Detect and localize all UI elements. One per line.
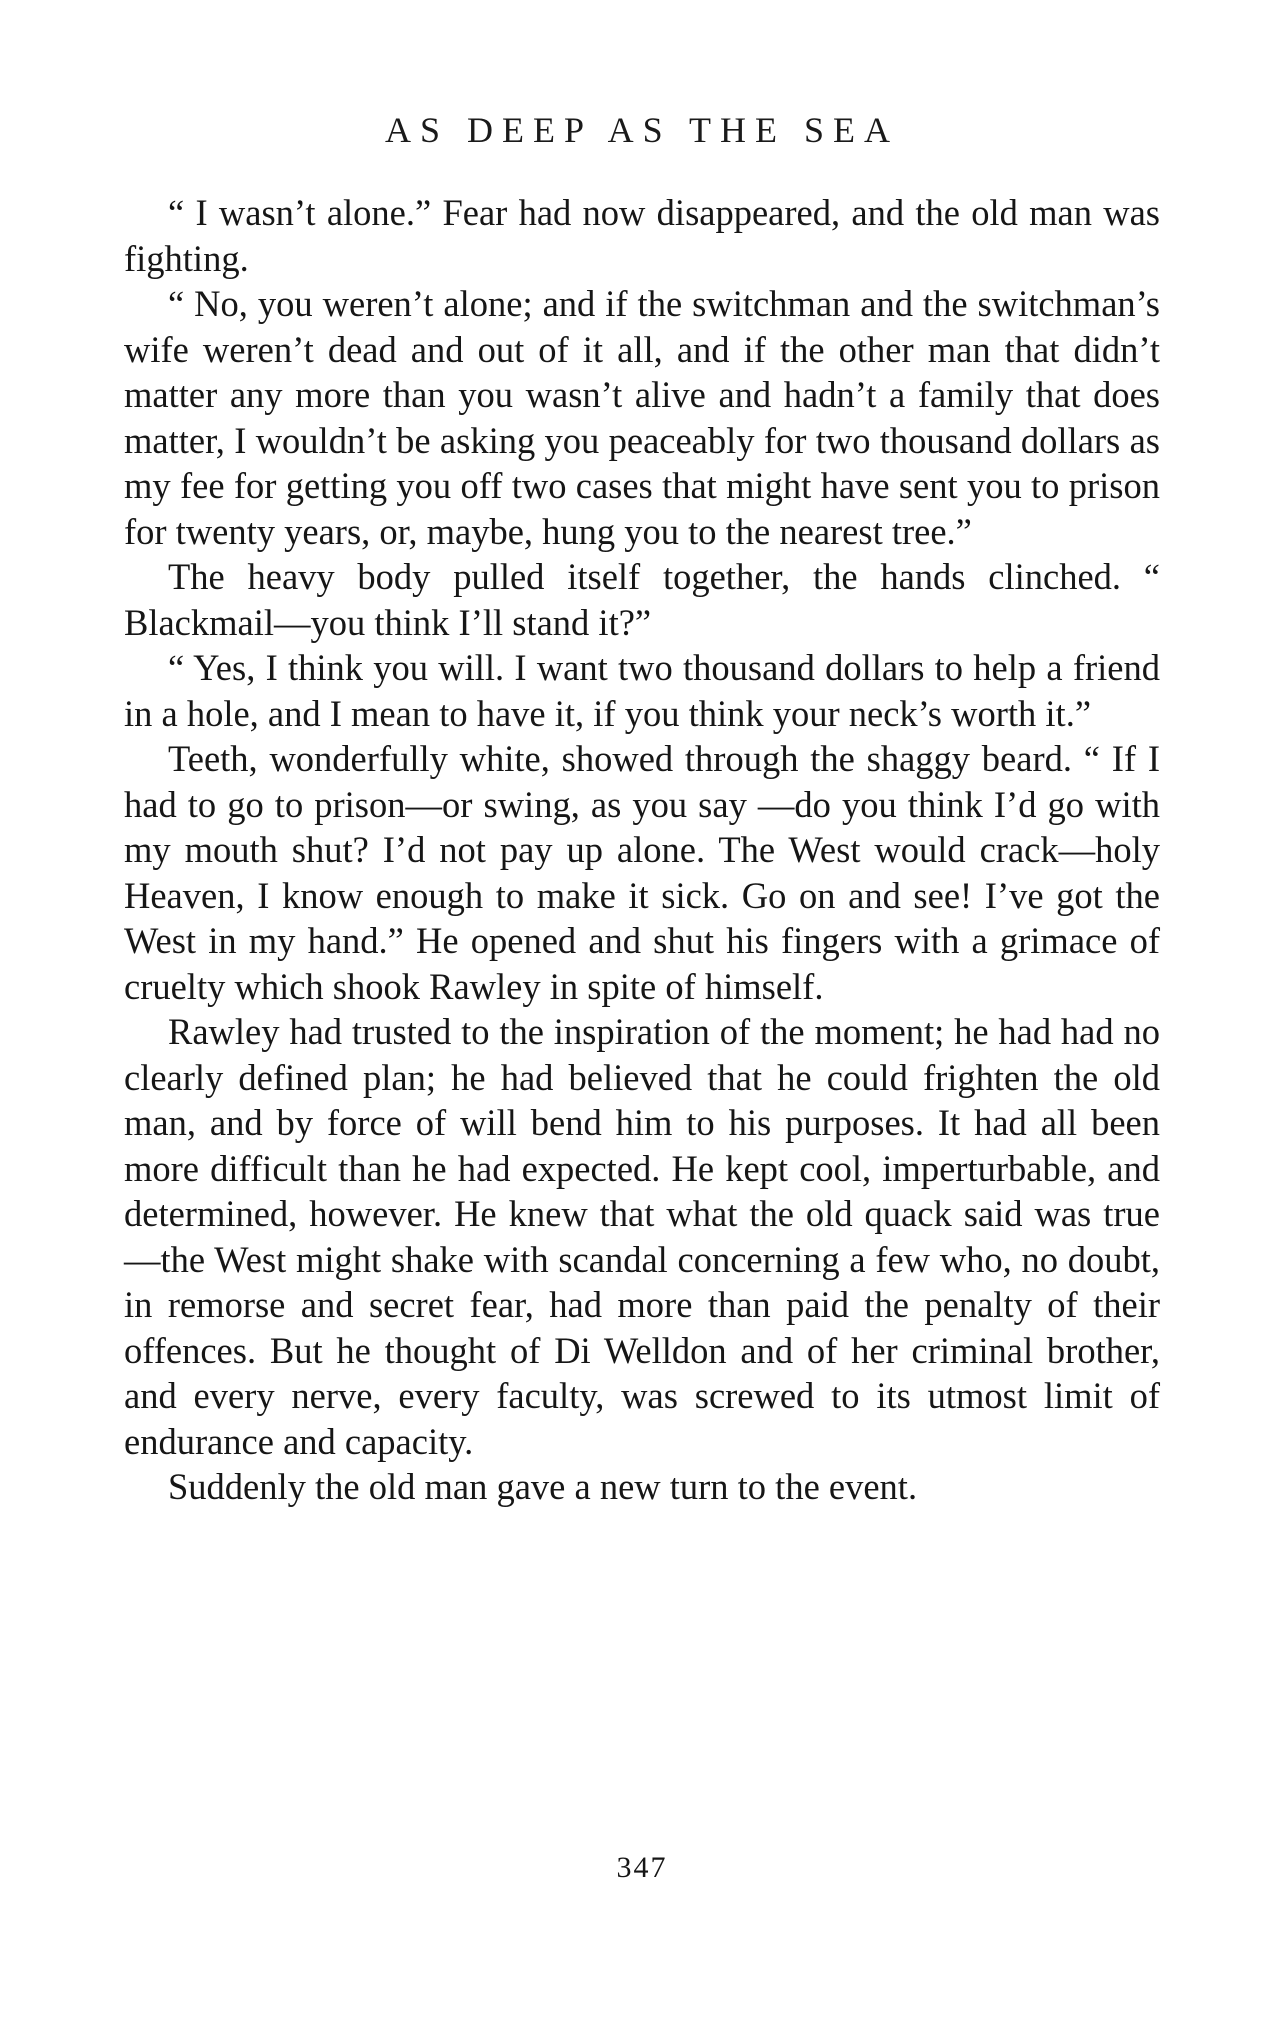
running-head: AS DEEP AS THE SEA (384, 110, 900, 150)
paragraph: The heavy body pulled itself together, the hands clinched. “ Blackmail—you think I’ll stand it?” (124, 556, 1160, 643)
paragraph: “ I wasn’t alone.” Fear had now disappeared, and the old man was fighting. (124, 192, 1160, 279)
paragraph: Rawley had trusted to the inspiration of the moment; he had had no clearly defined plan; he had believed that he could frighten the old man, and by force of will bend him to his purposes. It had all been more difficult than he had expected. He kept cool, imperturbable, and determined, however. He knew that what the old quack said was true—the West might shake with scandal concerning a few who, no doubt, in remorse and secret fear, had more than paid the penalty of their offences. But he thought of Di Welldon and of her criminal brother, and every nerve, every faculty, was screwed to its utmost limit of endurance and capacity. (124, 1011, 1160, 1462)
paragraph: Teeth, wonderfully white, showed through the shaggy beard. “ If I had to go to prison—or swing, as you say —do you think I’d go with my mouth shut? I’d not pay up alone. The West would crack—holy Heaven, I know enough to make it sick. Go on and see! I’ve got the West in my hand.” He opened and shut his fingers with a grimace of cruelty which shook Rawley in spite of himself. (124, 738, 1160, 1007)
page-number: 347 (616, 1851, 668, 1884)
paragraph: “ Yes, I think you will. I want two thousand dollars to help a friend in a hole, and I mean to have it, if you think your neck’s worth it.” (124, 647, 1160, 734)
paragraph: Suddenly the old man gave a new turn to the event. (168, 1466, 918, 1507)
paragraph: “ No, you weren’t alone; and if the switchman and the switchman’s wife weren’t dead and out of it all, and if the other man that didn’t matter any more than you wasn’t alive and hadn’t a family that does matter, I wouldn’t be asking you peaceably for two thousand dollars as my fee for getting you off two cases that might have sent you to prison for twenty years, or, maybe, hung you to the nearest tree.” (124, 283, 1160, 552)
body-text (124, 190, 1160, 1510)
